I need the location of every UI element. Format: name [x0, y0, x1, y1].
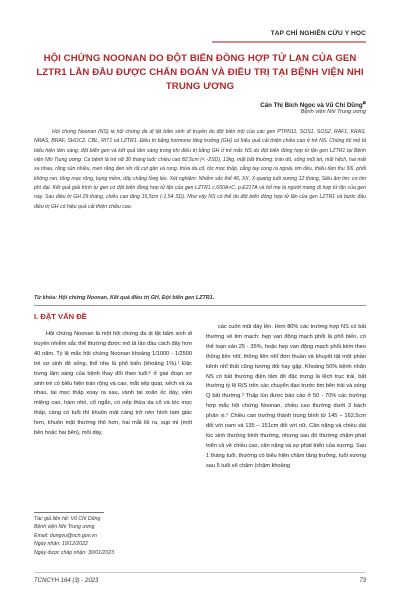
- header-band: [0, 0, 400, 45]
- footer-band: [0, 569, 400, 600]
- header-rule: [212, 41, 366, 43]
- abstract: Hội chứng Noonan (NS) là hội chứng đa dị tật bẩm sinh di truyền do đột biến trội của các gen PTPN11, SOS1, SOS2, RAF1, KRAS, NRAS, BRAF, SHOC2, CBL, RIT1 và LZTR1. Điều trị bằng hormone tăng trưởng (GH) có hiệu quả cải thiện chiều cao ở trẻ NS. Chúng tôi mô tả biểu hiện lâm sàng, đột biến gen và kết quả lâm sàng trong khi điều trị bằng GH ở trẻ mắc NS do đột biến đồng hợp tử lặn gen LZTR1 tại Bệnh viện Nhi Trung ương. Ca bệnh là trẻ nữ 30 tháng tuổi: chiều cao 82,5cm (< -2SD), 13kg, mặt bất thường: trán dô, sống mũi tẹt, mũi hếch, hai mắt xa nhau, răng sún nhiều, men răng đen xỉn rối cụt gân và rụng, thừa da cổ, tóc mọc thấp, cẳng tay cong ra ngoài, tim đều, thiểu tâm thu 3/6, phổi không ran, tổng mạc rộng, bụng mềm, dây chằng lỏng lẻo. Xét nghiệm: Nhiễm sắc thể 46, XX; X-quang tuổi xương 12 tháng, Siêu âm tim: cơ tim phì đại. Kết quả giải trình tự gen có đột biến đồng hợp tử lặn của gen LZTR1 c.650A>C, p.E217A và bố mẹ là người mang dị hợp tử lặn của gen này. Sau điều trị GH 29 tháng, chiều cao tăng 15,5cm (-1,54 SD). Như vậy NS có thể do đột biến đồng hợp tử lặn của gen LZTR1 và bước đầu điều trị GH có hiệu quả cải thiện chiều cao.: [34, 129, 366, 210]
- corresponding-author-mark: ⊠: [362, 100, 366, 105]
- footer-rule: [34, 572, 366, 573]
- section-title: I. ĐẶT VẤN ĐỀ: [34, 312, 87, 321]
- page-number: 73: [359, 578, 366, 584]
- footnote-line: Ngày nhận: 19/12/2022: [34, 541, 88, 548]
- authors: [260, 100, 366, 109]
- authors-names: Cấn Thị Bích Ngọc và Vũ Chí Dũng: [260, 102, 363, 110]
- footnote-line: Bệnh viện Nhi Trung ương: [34, 524, 95, 531]
- footer-journal-issue: TCNCYH 164 (3) - 2023: [34, 578, 99, 584]
- article-title: HỘI CHỨNG NOONAN DO ĐỘT BIẾN ĐỒNG HỢP TỬ LẠN CỦA GEN LZTR1 LẦN ĐẦU ĐƯỢC CHẨN ĐOÁN VÀ ĐIỀU TRỊ TẠI BỆNH VIỆN NHI TRUNG ƯƠNG: [36, 53, 364, 92]
- footnote-line: Email: dungvu@nch.gov.vn: [34, 532, 97, 539]
- footnote-rule: [34, 512, 104, 513]
- journal-header: TẠP CHÍ NGHIÊN CỨU Y HỌC: [270, 30, 366, 37]
- body-column-right: các cuốn mũi dày lên. Hơn 80% các trường hợp NS có bất thường về tim mạch: hẹp van động mạch phổi là phổ biến, có thể loạn sản 25 - 35%, hoặc hẹp van động mạch phổi kèm theo thông liên nhĩ, thông liên nhĩ đơn thuần và khuyết tật một phần kênh nhĩ thất cũng tương đối hay gặp. Khoảng 50% bệnh nhân NS có bất thường điện tâm đồ đặc trưng là lệch trục trái, bất thường tỷ lệ R/S trên các chuyển đạo trước tim bên trái và sóng Q bất thường.³ Thấp lùn được báo cáo ở 50 - 70% các trường hợp mắc hội chứng Noonan, chiều cao thường dưới 3 bách phân vị.⁴ Chiều cao trưởng thành trung bình từ 145 – 162,5cm đối với nam và 135 – 151cm đối với nữ. Cân nặng và chiều dài lúc sinh thường bình thường, nhưng sau đó thường chậm phát triển cả về chiều cao, cân nặng và sự phát triển của xương. Sau 1 tháng tuổi, thường có biểu hiện chậm tăng trưởng, tuổi xương sau 5 tuổi sẽ chậm (chậm khoảng: [206, 324, 366, 469]
- footnote-line: Ngày được chấp nhận: 30/01/2023: [34, 549, 114, 556]
- footnote-line: Tác giả liên hệ: Vũ Chí Dũng: [34, 516, 101, 522]
- affiliation: Bệnh viện Nhi Trung ương: [300, 109, 366, 115]
- footnote: [34, 515, 194, 557]
- section-divider: [34, 305, 366, 306]
- body-column-left: Hội chứng Noonan là một hội chứng đa dị tật bẩm sinh di truyền nhiễm sắc thể thường được mô tả lần đầu cách đây hơn 40 năm. Tỷ lệ mắc hội chứng Noonan khoảng 1/1000 - 1/2500 trẻ sơ sinh đẻ sống, thể nhẹ là phổ biến (khoảng 1%).¹ Đặc trưng lâm sàng của bệnh thay đổi theo tuổi:² ở giai đoạn sơ sinh trẻ có biểu hiện trán rộng và cao, mắt xếp quạt, xếch và xa nhau, tai mọc thấp xoay ra sau, vành tai xoăn ốc dày, viền miệng cao, hàm nhỏ, cổ ngắn, có nếp thừa da cổ và tóc mọc thấp, càng có tuổi thì khuôn mặt càng trở nên hình tam giác hơn, khuôn mặt thường thô hơn, hai mắt lồi ra, sụp mi (một bên hoặc hai bên), môi dày,: [34, 331, 192, 437]
- keywords: Từ khóa: Hội chứng Noonan, Kết quả điều trị GH, Đột biến gen LZTR1.: [34, 295, 215, 301]
